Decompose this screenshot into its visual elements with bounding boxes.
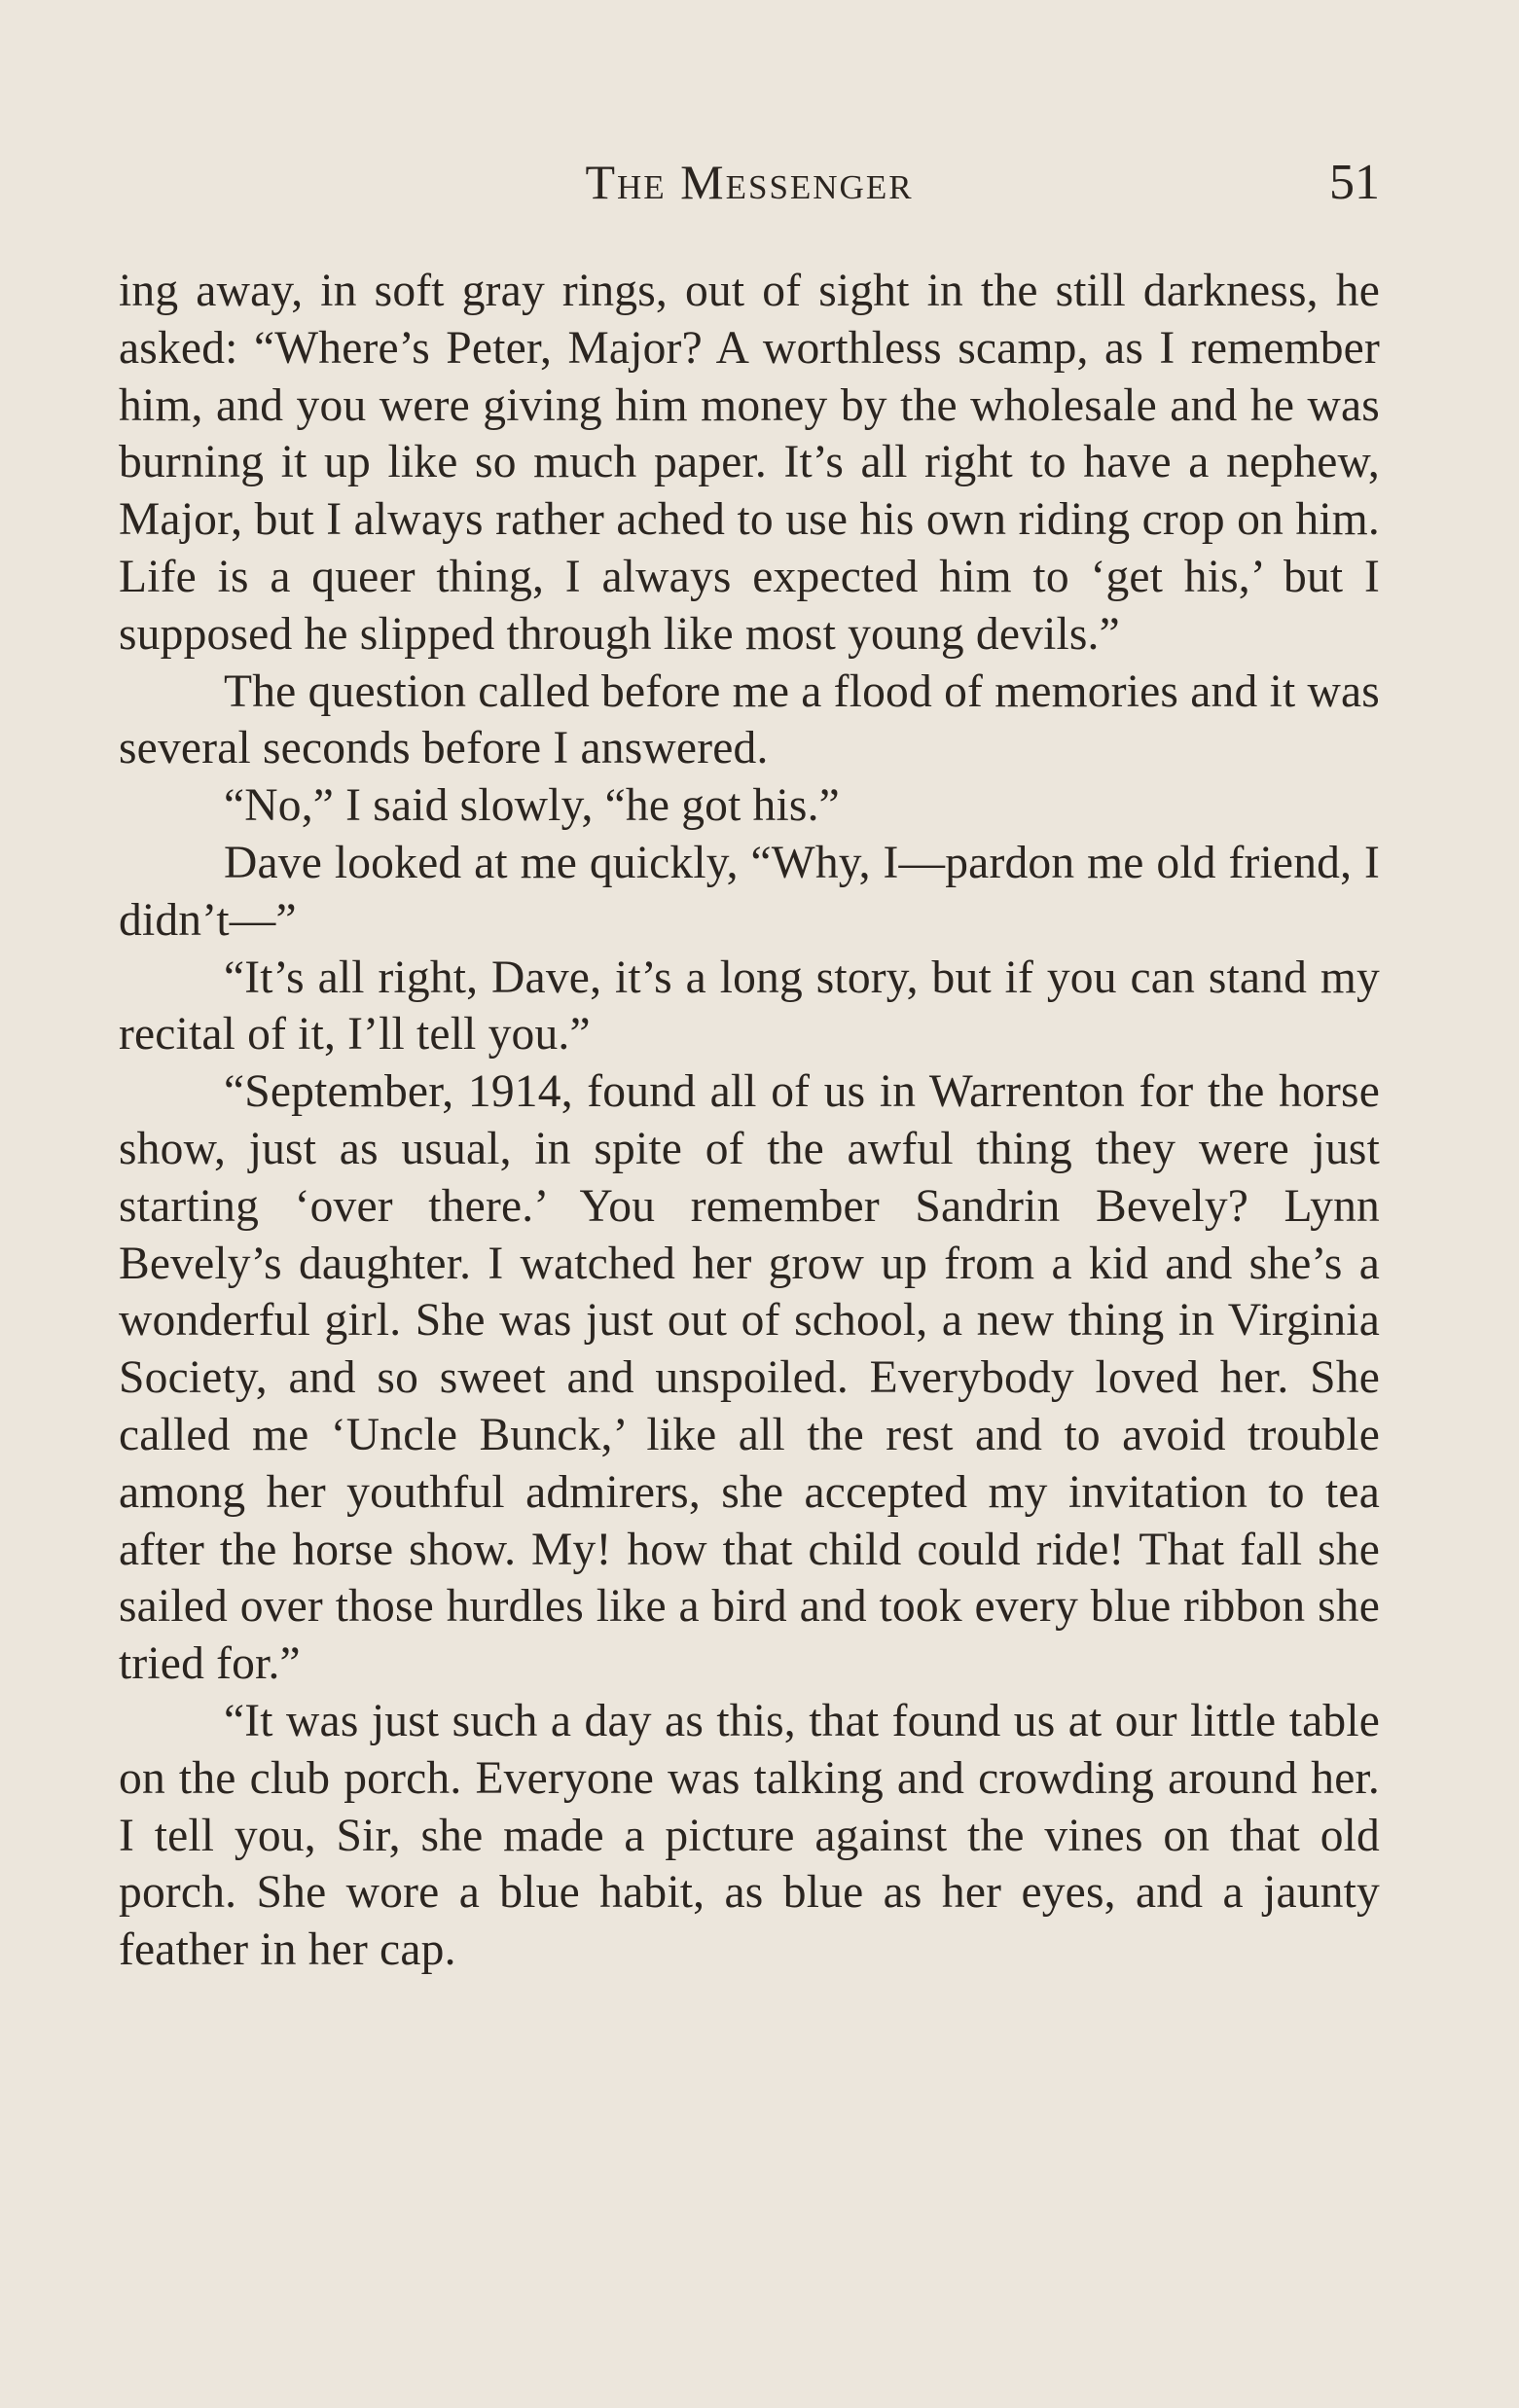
body-text xyxy=(119,263,1380,1979)
running-head-title: The Messenger xyxy=(585,155,914,209)
paragraph: “No,” I said slowly, “he got his.” xyxy=(224,780,840,832)
paragraph: Dave looked at me quickly, “Why, I—pardon me old friend, I didn’t—” xyxy=(119,837,1380,946)
paragraph-continued: ing away, in soft gray rings, out of sight in the still darkness, he asked: “Where’s Peter, Major? A worthless scamp, as I remember him, and you were giving him money by the wholesale and he was burning it up like so much paper. It’s all right to have a nephew, Major, but I always rather ached to use his own riding crop on him. Life is a queer thing, I always expected him to ‘get his,’ but I supposed he slipped through like most young devils.” xyxy=(119,266,1380,660)
paragraph: “It was just such a day as this, that found us at our little table on the club porch. Everyone was talking and crowding around her. I tell you, Sir, she made a picture against the vines on that old porch. She wore a blue habit, as blue as her eyes, and a jaunty feather in her cap. xyxy=(119,1695,1380,1976)
page-number: 51 xyxy=(1329,155,1380,210)
running-head xyxy=(119,146,1380,214)
paragraph: “September, 1914, found all of us in Warrenton for the horse show, just as usual, in spite of the awful thing they were just starting ‘over there.’ You remember Sandrin Bevely? Lynn Bevely’s daughter. I watched her grow up from a kid and she’s a wonderful girl. She was just out of school, a new thing in Virginia Society, and so sweet and unspoiled. Everybody loved her. She called me ‘Uncle Bunck,’ like all the rest and to avoid trouble among her youthful admirers, she accepted my invitation to tea after the horse show. My! how that child could ride! That fall she sailed over those hurdles like a bird and took every blue ribbon she tried for.” xyxy=(119,1066,1380,1690)
paragraph: “It’s all right, Dave, it’s a long story, but if you can stand my recital of it, I’ll tell you.” xyxy=(119,952,1380,1060)
paragraph: The question called before me a flood of memories and it was several seconds before I answered. xyxy=(119,665,1380,774)
